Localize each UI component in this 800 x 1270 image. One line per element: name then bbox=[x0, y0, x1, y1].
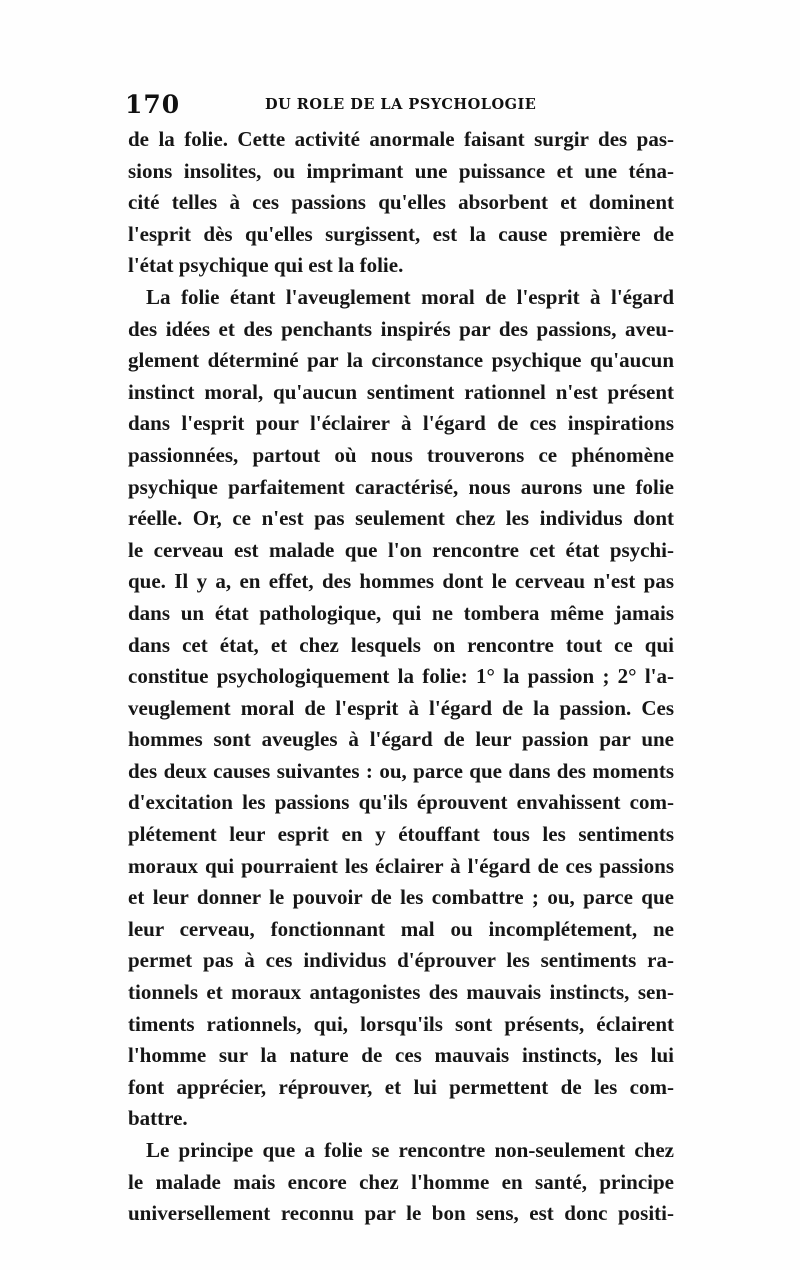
text-line: leur cerveau, fonctionnant mal ou incomplétement, ne bbox=[128, 916, 674, 941]
text-line: veuglement moral de l'esprit à l'égard de la passion. Ces bbox=[128, 695, 674, 720]
text-line: moraux qui pourraient les éclairer à l'égard de ces passions bbox=[128, 853, 674, 878]
text-line: battre. bbox=[128, 1106, 188, 1131]
text-line: Le principe que a folie se rencontre non-seulement chez bbox=[146, 1138, 674, 1162]
text-line: réelle. Or, ce n'est pas seulement chez les individus dont bbox=[128, 506, 674, 531]
text-line: l'homme sur la nature de ces mauvais instincts, les lui bbox=[128, 1043, 674, 1068]
text-line: timents rationnels, qui, lorsqu'ils sont présents, éclairent bbox=[128, 1011, 674, 1036]
text-line: passionnées, partout où nous trouverons ce phénomène bbox=[128, 442, 674, 467]
text-line: plétement leur esprit en y étouffant tous les sentiments bbox=[128, 822, 674, 847]
text-line: hommes sont aveugles à l'égard de leur passion par une bbox=[128, 727, 674, 752]
running-head bbox=[125, 90, 685, 120]
text-line: sions insolites, ou imprimant une puissance et une téna- bbox=[128, 158, 674, 183]
text-line: le malade mais encore chez l'homme en santé, principe bbox=[128, 1169, 674, 1194]
text-line: de la folie. Cette activité anormale faisant surgir des pas- bbox=[128, 127, 674, 151]
text-line: dans cet état, et chez lesquels on rencontre tout ce qui bbox=[128, 632, 674, 657]
text-line: cité telles à ces passions qu'elles absorbent et dominent bbox=[128, 190, 674, 215]
text-line: font apprécier, réprouver, et lui permettent de les com- bbox=[128, 1074, 674, 1099]
text-line: tionnels et moraux antagonistes des mauvais instincts, sen- bbox=[128, 980, 674, 1005]
text-line: et leur donner le pouvoir de les combattre ; ou, parce que bbox=[128, 885, 674, 910]
text-line: psychique parfaitement caractérisé, nous aurons une folie bbox=[128, 474, 674, 499]
text-line: l'état psychique qui est la folie. bbox=[128, 253, 404, 278]
text-line: La folie étant l'aveuglement moral de l'esprit à l'égard bbox=[146, 284, 674, 309]
text-line: l'esprit dès qu'elles surgissent, est la cause première de bbox=[128, 221, 674, 246]
text-line: universellement reconnu par le bon sens, est donc positi- bbox=[128, 1201, 674, 1226]
text-line: permet pas à ces individus d'éprouver les sentiments ra- bbox=[128, 948, 674, 973]
text-line: constitue psychologiquement la folie: 1° la passion ; 2° l'a- bbox=[128, 664, 674, 689]
text-line: des idées et des penchants inspirés par des passions, aveu- bbox=[128, 316, 674, 341]
text-line: instinct moral, qu'aucun sentiment rationnel n'est présent bbox=[128, 379, 674, 404]
text-line: d'excitation les passions qu'ils éprouvent envahissent com- bbox=[128, 790, 674, 815]
text-line: le cerveau est malade que l'on rencontre cet état psychi- bbox=[128, 537, 674, 562]
text-line: glement déterminé par la circonstance psychique qu'aucun bbox=[128, 348, 674, 373]
running-title: DU ROLE DE LA PSYCHOLOGIE bbox=[265, 96, 537, 113]
page-number: 170 bbox=[125, 90, 181, 119]
text-line: des deux causes suivantes : ou, parce que dans des moments bbox=[128, 758, 674, 783]
text-line: dans l'esprit pour l'éclairer à l'égard de ces inspirations bbox=[128, 411, 674, 436]
text-line: dans un état pathologique, qui ne tombera même jamais bbox=[128, 600, 674, 625]
text-line: que. Il y a, en effet, des hommes dont le cerveau n'est pas bbox=[128, 569, 674, 594]
body-text bbox=[128, 124, 674, 1230]
